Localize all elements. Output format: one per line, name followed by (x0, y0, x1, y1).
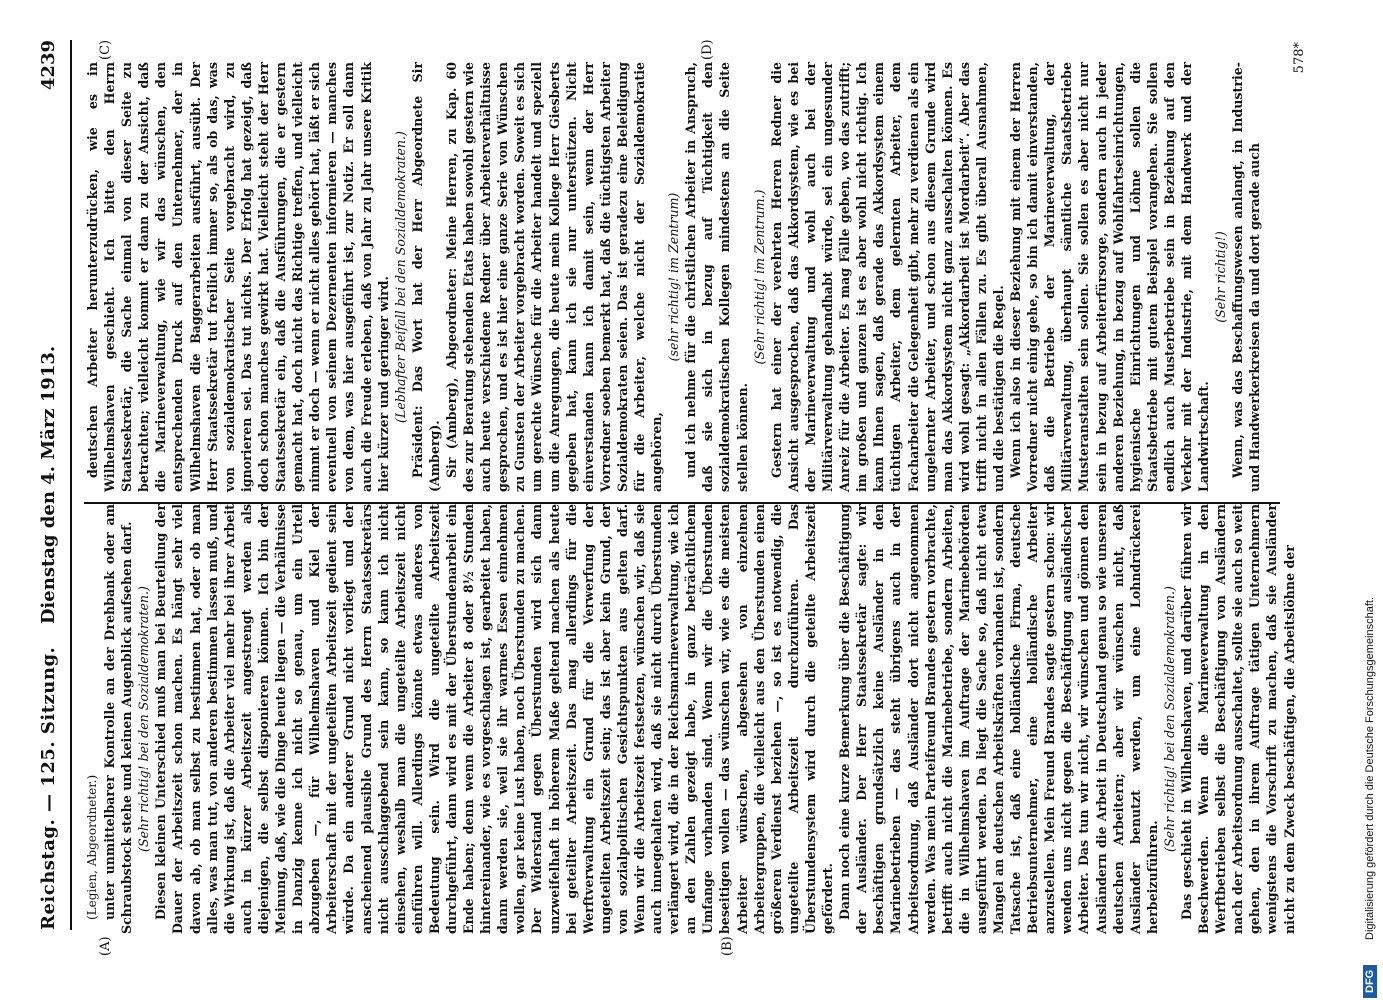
paragraph: Sir (Amberg), Abgeordneter: Meine Herren, zu Kap. 60 des zur Beratung stehenden Etats haben sowohl gestern wie auch heute verschiedene Redner über Arbeiterverhältnisse gesprochen, und es ist hier eine ganze Serie von Wünschen zu Gunsten der Arbeiter vorgebracht worden. Soweit es sich um gerechte Wünsche für die Arbeiter handelt und speziell um die Anregungen, die heute mein Kollege Herr Giesberts gegeben hat, kann ich sie nur unterstützen. Nicht einverstanden kann ich damit sein, wenn der Herr Vorredner soeben bemerkt hat, daß die tüchtigsten Arbeiter Sozialdemokraten seien. Das ist geradezu eine Beleidigung für die Arbeiter, welche nicht der Sozialdemokratie angehören, (443, 62, 665, 492)
digitization-credit-bar (1360, 0, 1383, 1000)
interjection: (sehr richtig! im Zentrum) (666, 192, 682, 362)
interjection: (Sehr richtig! bei den Sozialdemokraten.) (136, 586, 152, 852)
digitization-credit: Digitalisierung gefördert durch die Deutsche Forschungsgemeinschaft. (1364, 596, 1376, 940)
paragraph: Wenn ich also in dieser Beziehung mit einem der Herren Vorredner nicht einig gehe, so bin ich damit einverstanden, daß die Betriebe der Marineverwaltung, der Militärverwaltung, überhaupt sämtliche Staatsbetriebe Musteranstalten sein sollen. Sie sollen es aber nicht nur sein in bezug auf Arbeiterfürsorge, sondern auch in jeder anderen Beziehung, in bezug auf Wohlfahrtseinrichtungen, hygienische Einrichtungen und Löhne sollen die Staatsbetriebe mit gutem Beispiel vorangehen. Sie sollen endlich auch Musterbetriebe sein in Beziehung auf den Verkehr mit der Industrie, mit dem Handwerk und der Landwirtschaft. (1008, 62, 1212, 492)
interjection: (Lebhafter Beifall bei den Sozialdemokraten.) (392, 131, 408, 423)
interjection: (Sehr richtig!) (1213, 231, 1229, 323)
page-header (38, 40, 68, 930)
margin-mark-a: (A) (98, 936, 113, 956)
paragraph: deutschen Arbeiter herunterzudrücken, wie es in Wilhelmshaven geschieht. Ich bitte den Herrn Staatssekretär, die Sache einmal von dieser Seite zu betrachten; vielleicht kommt er dann zu der Ansicht, daß die Marineverwaltung, wie wir das wünschen, den entsprechenden Druck auf den Unternehmer, der in Wilhelmshaven die Baggerarbeiten ausführt, ausübt. Der Herr Staatssekretär tut freilich immer so, als ob das, was von sozialdemokratischer Seite vorgebracht wird, zu ignorieren sei. Das tut nichts. Der Erfolg hat gezeigt, daß doch schon manches gewirkt hat. Vielleicht steht der Herr Staatssekretär ein, daß die Ausführungen, die er gestern gemacht hat, doch nicht das Richtige treffen, und vielleicht nimmt er doch — wenn er nicht alles gehört hat, läßt er sich eventuell von seinem Dezernenten informieren — manches von dem, was hier ausgeführt ist, zur Notiz. Er soll dann auch die Freude erleben, daß von Jahr zu Jahr unsere Kritik hier kürzer und geringer wird. (85, 62, 391, 492)
speaker-head: (Legien, Abgeordneter.) (85, 774, 99, 920)
interjection: (Sehr richtig! im Zentrum.) (751, 189, 767, 365)
right-column (84, 62, 1263, 492)
margin-mark-d: (D) (700, 39, 715, 60)
paragraph: und ich nehme für die christlichen Arbeiter in Anspruch, daß sie sich in bezug auf Tüchtigkeit den sozialdemokratischen Kollegen mindestens an die Seite stellen können. (683, 62, 750, 492)
paragraph: Gestern hat einer der verehrten Herren Redner die Ansicht ausgesprochen, daß das Akkordsystem, wie es bei der Marineverwaltung und wohl auch bei der Militärverwaltung gehandhabt würde, sei ein ungesunder Anreiz für die Arbeiter. Es mag Fälle geben, wo das zutrifft; im großen und ganzen ist es aber wohl nicht richtig. Ich kann Ihnen sagen, daß gerade das Akkordsystem einem tüchtigen Arbeiter, dem gelernten Arbeiter, dem Facharbeiter die Gelegenheit gibt, mehr zu verdienen als ein ungelernter Arbeiter, und schon aus diesem Grunde wird man das Akkordsystem nicht ganz ausschalten können. Es wird wohl gesagt: „Akkordarbeit ist Mordarbeit“. Aber das trifft nicht in allen Fällen zu. Es gibt überall Ausnahmen, und die bestätigen die Regel. (768, 61, 1006, 492)
paragraph: Diesen kleinen Unterschied muß man bei Beurteilung der Dauer der Arbeitszeit schon machen. Es hängt sehr viel davon ab, ob man selbst zu bestimmen hat, oder ob man alles, was man tut, von anderen bestimmen lassen muß, und die Wirkung ist, daß die Arbeiter viel mehr bei ihrer Arbeit auch in kürzer Arbeitszeit angestrengt werden als diejenigen, die selbst disponieren können. Ich bin der Meinung, daß, wie die Dinge heute liegen — die Verhältnisse in Danzig kenne ich nicht so genau, um ein Urteil abzugeben —, für Wilhelmshaven und Kiel der Arbeiterschaft mit der ungeteilten Arbeitszeit gedient sein würde. Da ein anderer Grund nicht vorliegt und der anscheinend plausible Grund des Herrn Staatssekretärs nicht ausschlaggebend sein kann, so kann ich nicht einsehen, weshalb man die ungeteilte Arbeitszeit nicht einführen will. Allerdings könnte etwas anderes von Bedeutung sein. Wird die ungeteilte Arbeitszeit durchgeführt, dann wird es mit der Überstundenarbeit ein Ende haben; denn wenn die Arbeiter 8 oder 8½ Stunden hintereinander, wie es vorgeschlagen ist, gearbeitet haben, dann werden sie, weil sie ihr warmes Essen einnehmen wollen, gar keine Lust haben, noch Überstunden zu machen. Der Widerstand gegen Überstunden wird sich dann unzweifelhaft in höherem Maße geltend machen als heute bei geteilter Arbeitszeit. Das mag allerdings für die Werftverwaltung ein Grund für die Verwerfung der ungeteilten Arbeitszeit sein; das ist aber kein Grund, der von sozialpolitischen Gesichtspunkten aus gelten darf. Wenn wir die Arbeitszeit festsetzen, wünschen wir, daß sie auch innegehalten wird, daß sie nicht durch Überstunden verlängert wird, die in der Reichsmarineverwaltung, wie ich an den Zahlen gezeigt habe, in ganz beträchtlichem Umfange vorhanden sind. Wenn wir die Überstunden beseitigen wollen — das wünschen wir, wie es die meisten Arbeiter wünschen, abgesehen von einzelnen Arbeitergruppen, die vielleicht aus den Überstunden einen größeren Verdienst beziehen —, so ist es notwendig, die ungeteilte Arbeitszeit durchzuführen. Das Überstundensystem wird durch die geteilte Arbeitszeit gefördert. (153, 504, 836, 934)
dfg-logo: DFG (1363, 965, 1377, 998)
margin-mark-b: (B) (720, 936, 735, 956)
header-session: Reichstag. — 125. Sitzung. (38, 646, 59, 930)
paragraph: Wenn, was das Beschaffungswesen anlangt, in Industrie- und Handwerkerkreisen da und dort gerade auch (1230, 62, 1263, 492)
signature-mark: 578* (1292, 42, 1307, 74)
header-date: Dienstag den 4. März 1913. (38, 345, 59, 625)
interjection: (Sehr richtig! bei den Sozialdemokraten.) (1161, 586, 1177, 852)
left-column (84, 504, 1298, 934)
header-rule (70, 40, 72, 930)
column-divider (84, 502, 1280, 504)
margin-mark-c: (C) (98, 39, 113, 60)
header-page-number: 4239 (38, 40, 59, 91)
paragraph: Präsident: Das Wort hat der Herr Abgeordnete Sir (Amberg). (409, 62, 442, 492)
paragraph: Dann noch eine kurze Bemerkung über die Beschäftigung der Ausländer. Der Herr Staatssekretär sagte: wir beschäftigen grundsätzlich keine Ausländer in den Marinebetrieben — das steht übrigens auch in der Arbeitsordnung, daß Ausländer dort nicht angenommen werden. Was mein Parteifreund Brandes gestern vorbrachte, betrifft auch nicht die Marinebetriebe, sondern Arbeiten, die in Wilhelmshaven im Auftrage der Marinebehörden ausgeführt werden. Da liegt die Sache so, daß nicht etwa Mangel an deutschen Arbeitskräften vorhanden ist, sondern Tatsache ist, daß eine holländische Firma, deutsche Betriebsunternehmer, eine holländische Arbeiter anzustellen. Mein Freund Brandes sagte gestern schon: wir wenden uns nicht gegen die Beschäftigung ausländischer Arbeiter. Das tun wir nicht, wir wünschen und gönnen den Ausländern die Arbeit in Deutschland genau so wie unseren deutschen Arbeitern; aber wir wünschen nicht, daß Ausländer benutzt werden, um eine Lohndrückerei herbeizuführen. (837, 504, 1160, 934)
paragraph: Das geschieht in Wilhelmshaven, und darüber führen wir Beschwerden. Wenn die Marineverwaltung in den Werftbetrieben selbst die Beschäftigung von Ausländern nach der Arbeitsordnung ausschaltet, sollte sie auch so weit gehen, den in ihrem Auftrage tätigen Unternehmern wenigstens die Vorschrift zu machen, daß sie Ausländer nicht zu dem Zweck beschäftigen, die Arbeitslöhne der (1179, 504, 1297, 934)
paragraph: unter unmittelbarer Kontrolle an der Drehbank oder am Schraubstock stehe und keinen Augenblick aufsehen darf. (102, 504, 135, 934)
